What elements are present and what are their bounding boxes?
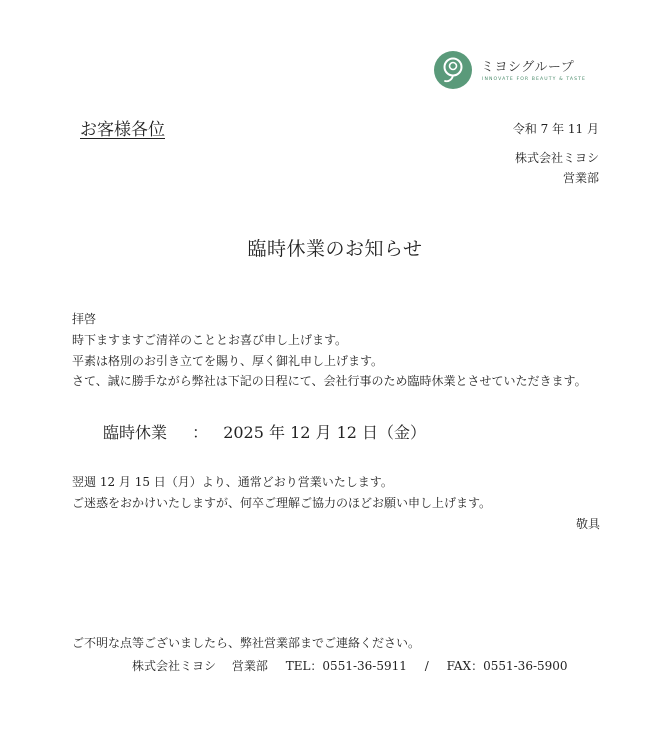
- closure-colon: ：: [192, 423, 209, 442]
- logo-name: ミヨシグループ: [481, 60, 575, 75]
- sender-department: 営業部: [562, 171, 599, 185]
- body-line: 時下ますますご清祥のこととお喜び申し上げます。: [72, 333, 348, 347]
- footer-tel: TEL：0551-36-5911: [285, 659, 407, 673]
- sender-company: 株式会社ミヨシ: [514, 151, 599, 165]
- footer-company: 株式会社ミヨシ: [132, 659, 217, 673]
- contact-footer: [132, 657, 568, 674]
- footer-department: 営業部: [231, 659, 268, 673]
- document-title: 臨時休業のお知らせ: [247, 238, 423, 260]
- company-logo: [433, 50, 603, 94]
- greeting: 拝啓: [72, 312, 97, 326]
- apology-line: ご迷惑をおかけいたしますが、何卒ご理解ご協力のほどお願い申し上げます。: [72, 496, 492, 510]
- body-line: 平素は格別のお引き立てを賜り、厚く御礼申し上げます。: [72, 354, 384, 368]
- resume-notice: 翌週 12 月 15 日（月）より、通常どおり営業いたします。: [72, 475, 393, 489]
- contact-note: ご不明な点等ございましたら、弊社営業部までご連絡ください。: [72, 636, 421, 650]
- addressee: お客様各位: [80, 120, 165, 140]
- logo-tagline: INNOVATE FOR BEAUTY & TASTE: [482, 77, 587, 82]
- issue-date: 令和 7 年 11 月: [512, 122, 599, 136]
- closure-date: 2025 年 12 月 12 日（金）: [223, 423, 427, 442]
- closure-label: 臨時休業: [103, 423, 168, 442]
- closing-remark: 敬具: [575, 517, 600, 531]
- footer-fax: FAX：0551-36-5900: [446, 659, 568, 673]
- miyoshi-logo-icon: [433, 50, 473, 90]
- closure-info: [103, 420, 426, 443]
- body-line: さて、誠に勝手ながら弊社は下記の日程にて、会社行事のため臨時休業とさせていただきます。: [72, 374, 587, 388]
- footer-separator: /: [424, 659, 429, 673]
